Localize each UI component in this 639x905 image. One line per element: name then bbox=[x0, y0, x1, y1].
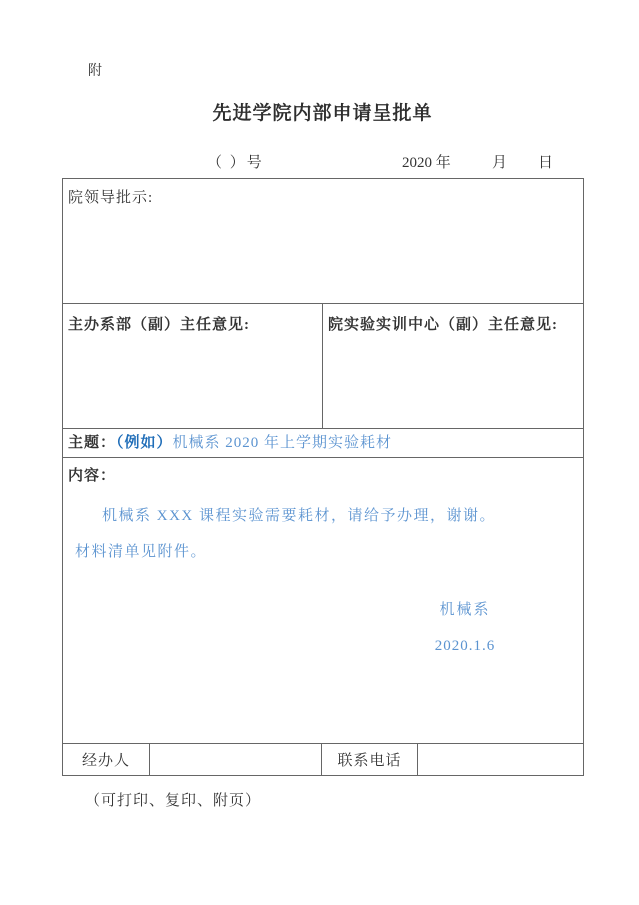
training-center-cell bbox=[323, 304, 583, 428]
row-subject bbox=[63, 429, 583, 458]
reference-line bbox=[0, 151, 639, 171]
signature-name: 机械系 bbox=[439, 602, 491, 618]
leader-comments-cell bbox=[63, 179, 583, 303]
leader-comments-label: 院领导批示: bbox=[68, 190, 154, 206]
subject-value: 机械系 2020 年上学期实验耗材 bbox=[172, 435, 393, 451]
date-day: 日 bbox=[538, 155, 554, 171]
date-month: 月 bbox=[492, 155, 508, 171]
page-title: 先进学院内部申请呈批单 bbox=[212, 103, 433, 124]
handler-label: 经办人 bbox=[81, 753, 130, 769]
subject-example-tag: （例如） bbox=[116, 435, 173, 451]
content-body-line1: 机械系 XXX 课程实验需要耗材，请给予办理，谢谢。 bbox=[102, 508, 496, 524]
signature-date: 2020.1.6 bbox=[434, 638, 496, 654]
training-center-label: 院实验实训中心（副）主任意见: bbox=[328, 317, 558, 333]
row-leader-comments bbox=[63, 179, 583, 304]
row-handler-phone bbox=[63, 744, 583, 775]
phone-label-cell bbox=[322, 744, 418, 775]
dept-director-label: 主办系部（副）主任意见: bbox=[68, 317, 250, 333]
subject-cell bbox=[63, 429, 583, 457]
phone-value-cell bbox=[418, 744, 583, 775]
handler-value-cell bbox=[150, 744, 322, 775]
signature-block bbox=[401, 598, 529, 655]
approval-form-table bbox=[62, 178, 584, 776]
dept-director-cell bbox=[63, 304, 323, 428]
content-label: 内容： bbox=[68, 468, 117, 484]
subject-label: 主题： bbox=[68, 435, 117, 451]
row-director-opinions bbox=[63, 304, 583, 429]
row-content bbox=[63, 458, 583, 744]
phone-label: 联系电话 bbox=[337, 753, 402, 769]
content-body-line2: 材料清单见附件。 bbox=[75, 544, 208, 560]
handler-label-cell bbox=[63, 744, 150, 775]
reference-number: （ ）号 bbox=[207, 155, 264, 171]
date-year: 2020 年 bbox=[402, 155, 451, 171]
footer-note: （可打印、复印、附页） bbox=[85, 792, 262, 809]
attachment-note: 附 bbox=[88, 64, 103, 79]
content-cell bbox=[63, 458, 583, 743]
